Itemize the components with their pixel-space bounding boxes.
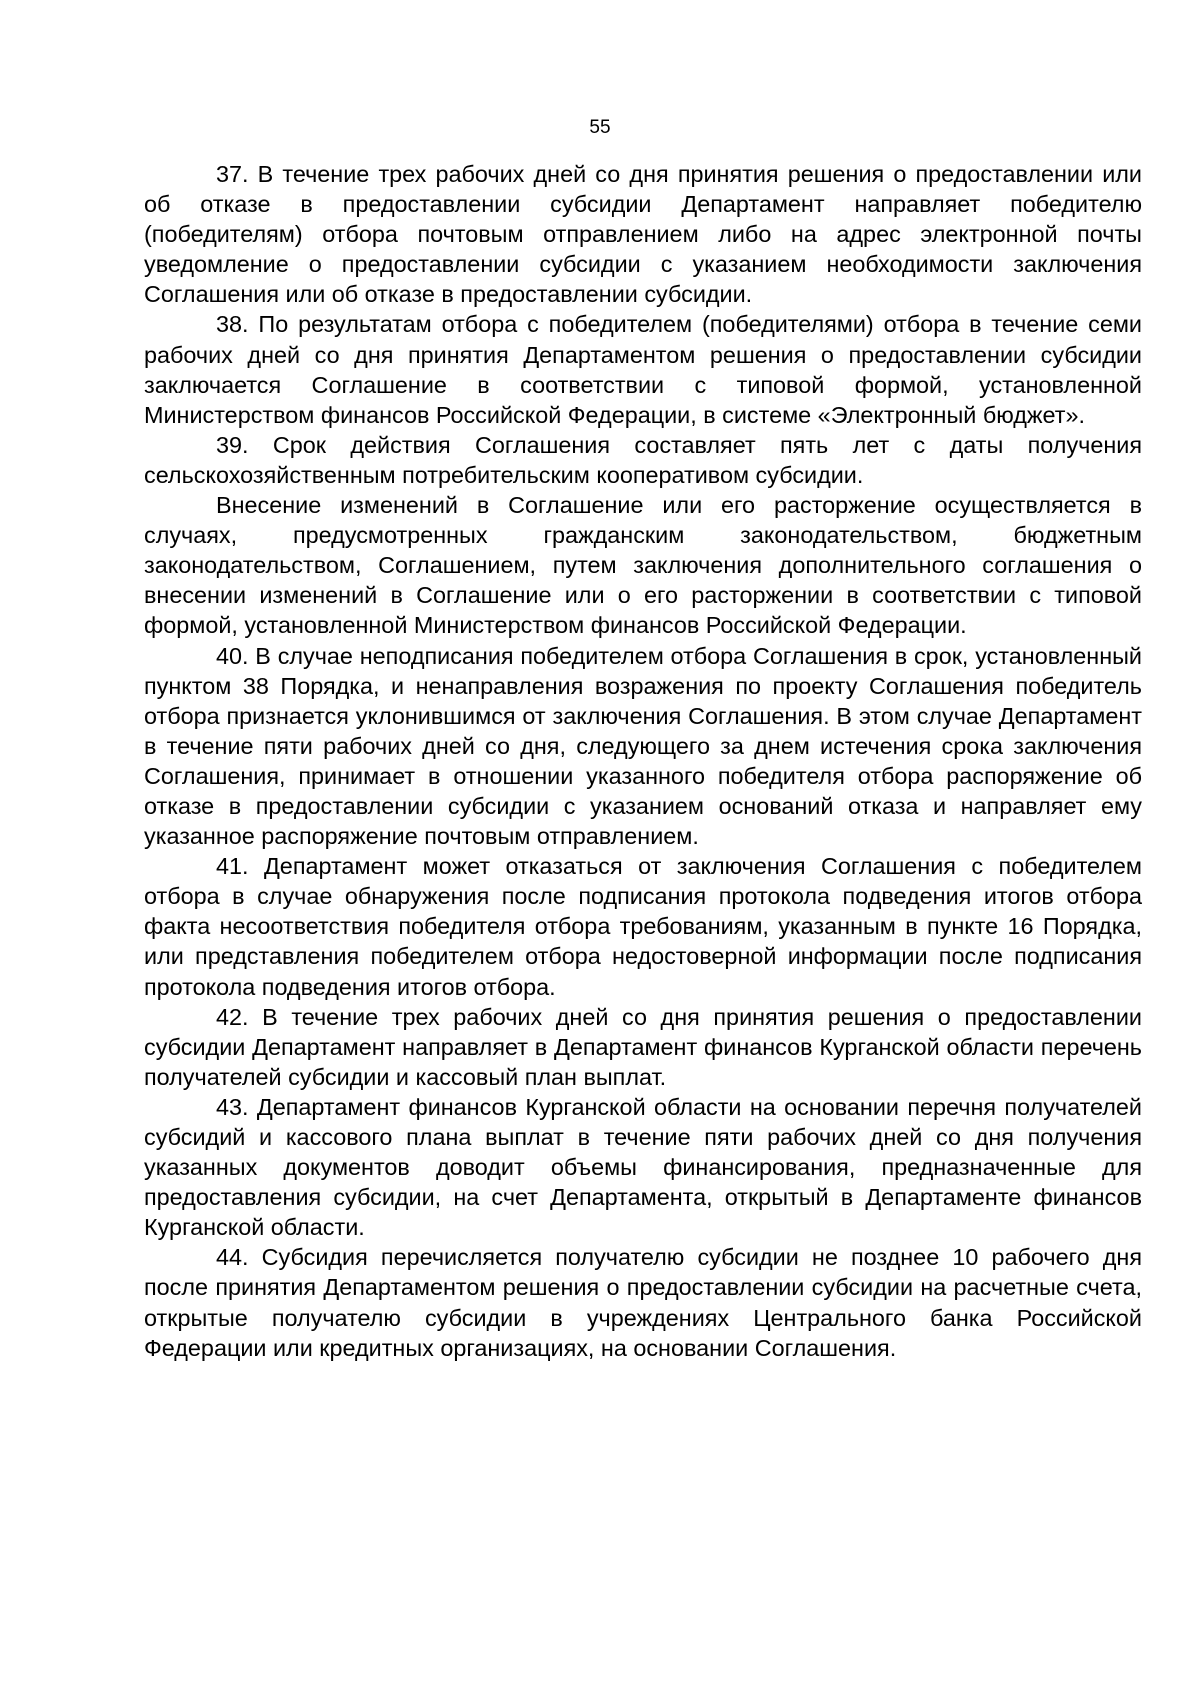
paragraph-37: 37. В течение трех рабочих дней со дня принятия решения о предоставлении или об отказе в предоставлении субсидии Департамент направляет победителю (победителям) отбора почтовым отправлением либо на адрес электронной почты уведомление о предоставлении субсидии с указанием необходимости заключения Соглашения или об отказе в предоставлении субсидии. xyxy=(144,161,1142,308)
paragraph-41: 41. Департамент может отказаться от заключения Соглашения с победителем отбора в случае обнаружения после подписания протокола подведения итогов отбора факта несоответствия победителя отбора требованиям, указанным в пункте 16 Порядка, или представления победителем отбора недостоверной информации после подписания протокола подведения итогов отбора. xyxy=(144,853,1142,1000)
paragraph-40: 40. В случае неподписания победителем отбора Соглашения в срок, установленный пунктом 38 Порядка, и ненаправления возражения по проекту Соглашения победитель отбора признается уклонившимся от заключения Соглашения. В этом случае Департамент в течение пяти рабочих дней со дня, следующего за днем истечения срока заключения Соглашения, принимает в отношении указанного победителя отбора распоряжение об отказе в предоставлении субсидии с указанием оснований отказа и направляет ему указанное распоряжение почтовым отправлением. xyxy=(144,642,1142,850)
page-number: 55 xyxy=(589,117,611,138)
paragraph-42: 42. В течение трех рабочих дней со дня принятия решения о предоставлении субсидии Департамент направляет в Департамент финансов Курганской области перечень получателей субсидии и кассовый план выплат. xyxy=(144,1003,1142,1090)
paragraph-43: 43. Департамент финансов Курганской области на основании перечня получателей субсидий и кассового плана выплат в течение пяти рабочих дней со дня получения указанных документов доводит объемы финансирования, предназначенные для предоставления субсидии, на счет Департамента, открытый в Департаменте финансов Курганской области. xyxy=(144,1093,1142,1241)
paragraph-39-amendments: Внесение изменений в Соглашение или его расторжение осуществляется в случаях, предусмотренных гражданским законодательством, бюджетным законодательством, Соглашением, путем заключения дополнительного соглашения о внесении изменений в Соглашение или о его расторжении в соответствии с типовой формой, установленной Министерством финансов Российской Федерации. xyxy=(144,492,1142,639)
paragraph-39: 39. Срок действия Соглашения составляет пять лет с даты получения сельскохозяйственным потребительским кооперативом субсидии. xyxy=(144,431,1142,488)
paragraph-38: 38. По результатам отбора с победителем (победителями) отбора в течение семи рабочих дней со дня принятия Департаментом решения о предоставлении субсидии заключается Соглашение в соответствии с типовой формой, установленной Министерством финансов Российской Федерации, в системе «Электронный бюджет». xyxy=(144,311,1142,428)
document-body xyxy=(144,159,1142,1363)
paragraph-44: 44. Субсидия перечисляется получателю субсидии не позднее 10 рабочего дня после принятия Департаментом решения о предоставлении субсидии на расчетные счета, открытые получателю субсидии в учреждениях Центрального банка Российской Федерации или кредитных организациях, на основании Соглашения. xyxy=(144,1244,1142,1361)
